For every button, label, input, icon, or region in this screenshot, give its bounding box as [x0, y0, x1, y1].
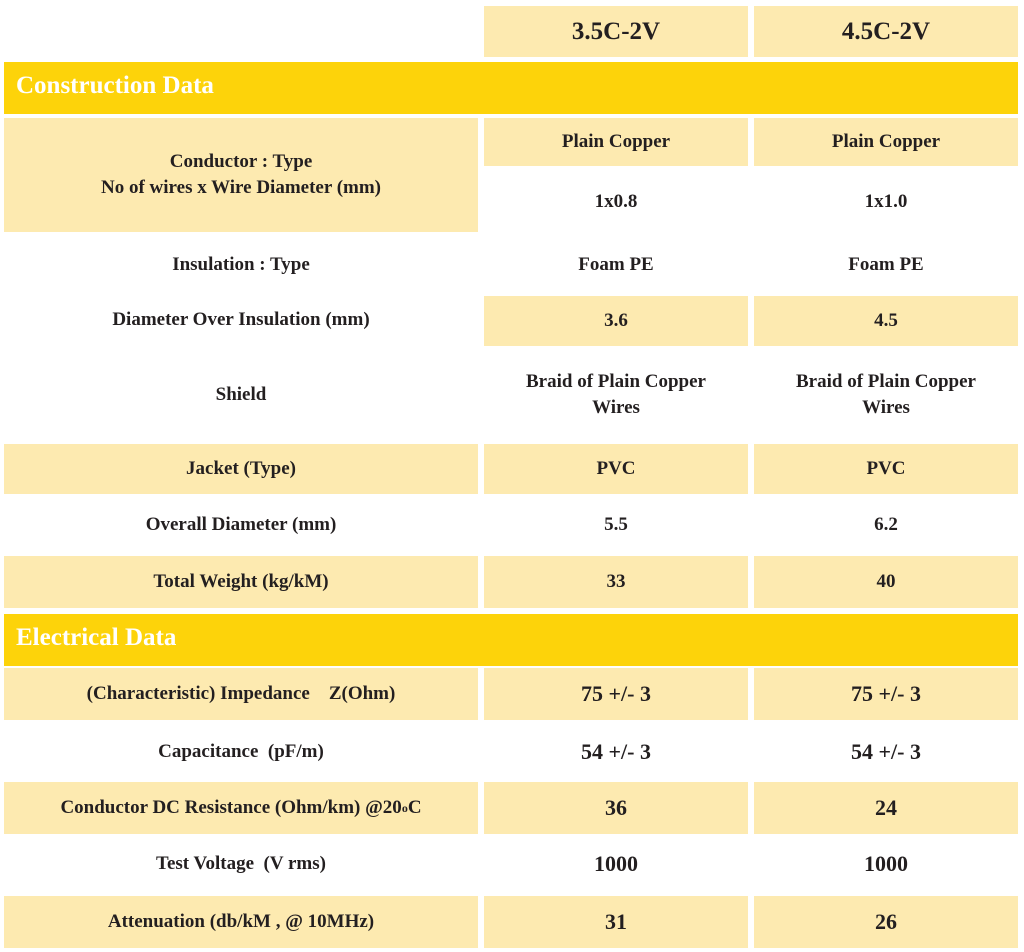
conductor-label-type: Conductor : Type — [169, 151, 313, 172]
insulation-value: Foam PE — [848, 254, 924, 275]
shield-value — [754, 356, 1018, 434]
dc-resistance-label-unit: C — [407, 797, 422, 818]
attenuation-value: 26 — [754, 896, 1018, 948]
capacitance-label: Capacitance (pF/m) — [158, 741, 324, 762]
dc-resistance-value: 36 — [484, 782, 748, 834]
conductor-wires-value: 1x0.8 — [594, 191, 638, 212]
jacket-value: PVC — [754, 444, 1018, 494]
dc-resistance-label-main: Conductor DC Resistance (Ohm/km) @20 — [60, 797, 402, 818]
column-header-3-5c-2v: 3.5C-2V — [484, 6, 748, 57]
overall-diameter-value: 6.2 — [874, 514, 898, 535]
attenuation-label: Attenuation (db/kM , @ 10MHz) — [4, 896, 478, 948]
impedance-label: (Characteristic) Impedance Z(Ohm) — [4, 668, 478, 720]
column-header-4-5c-2v: 4.5C-2V — [754, 6, 1018, 57]
jacket-label: Jacket (Type) — [4, 444, 478, 494]
shield-value-line2: Wires — [862, 397, 910, 418]
insulation-value: Foam PE — [578, 254, 654, 275]
conductor-type-value: Plain Copper — [484, 118, 748, 166]
diameter-insulation-label: Diameter Over Insulation (mm) — [112, 309, 370, 330]
capacitance-value: 54 +/- 3 — [851, 739, 921, 764]
diameter-insulation-value: 3.6 — [484, 296, 748, 346]
test-voltage-value: 1000 — [594, 851, 638, 876]
impedance-value: 75 +/- 3 — [754, 668, 1018, 720]
test-voltage-label: Test Voltage (V rms) — [156, 853, 326, 874]
impedance-value: 75 +/- 3 — [484, 668, 748, 720]
conductor-wires-value: 1x1.0 — [864, 191, 908, 212]
overall-diameter-value: 5.5 — [604, 514, 628, 535]
shield-value — [484, 356, 748, 434]
dc-resistance-label: Conductor DC Resistance (Ohm/km) @20 o C — [4, 782, 478, 834]
total-weight-value: 40 — [754, 556, 1018, 608]
conductor-type-value: Plain Copper — [754, 118, 1018, 166]
construction-section-band — [4, 62, 1018, 114]
conductor-label-wires: No of wires x Wire Diameter (mm) — [101, 177, 381, 198]
construction-section-title: Construction Data — [16, 72, 214, 99]
overall-diameter-label: Overall Diameter (mm) — [145, 514, 337, 535]
total-weight-label: Total Weight (kg/kM) — [4, 556, 478, 608]
shield-value-line2: Wires — [592, 397, 640, 418]
test-voltage-value: 1000 — [864, 851, 908, 876]
electrical-section-title: Electrical Data — [16, 624, 177, 651]
jacket-value: PVC — [484, 444, 748, 494]
electrical-section-band — [4, 614, 1018, 666]
shield-value-line1: Braid of Plain Copper — [526, 371, 706, 392]
diameter-insulation-value: 4.5 — [754, 296, 1018, 346]
capacitance-value: 54 +/- 3 — [581, 739, 651, 764]
dc-resistance-value: 24 — [754, 782, 1018, 834]
attenuation-value: 31 — [484, 896, 748, 948]
shield-label: Shield — [215, 384, 267, 405]
shield-value-line1: Braid of Plain Copper — [796, 371, 976, 392]
insulation-label: Insulation : Type — [172, 254, 310, 275]
conductor-label — [4, 118, 478, 232]
total-weight-value: 33 — [484, 556, 748, 608]
